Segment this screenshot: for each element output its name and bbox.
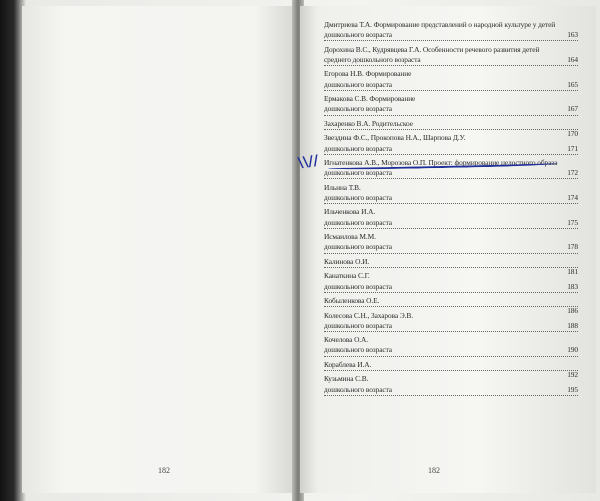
toc-entry-page-number: 167	[567, 104, 578, 114]
toc-entry-continuation	[324, 282, 578, 293]
toc-entry-title: Ильченкова И.А.	[324, 207, 376, 217]
toc-entry-page-number: 170	[567, 129, 578, 139]
toc-entry-title: Колесова С.Н., Захарова Э.В.	[324, 310, 413, 320]
toc-entry-continuation-text: дошкольного возраста	[324, 320, 392, 330]
toc-entry-continuation-text: дошкольного возраста	[324, 217, 392, 227]
toc-entry-continuation	[324, 30, 578, 41]
toc-entry-continuation	[324, 321, 578, 332]
toc-entry-title: Кораблева И.А.	[324, 359, 372, 369]
toc-entry-continuation	[324, 55, 578, 66]
toc-entry	[324, 335, 578, 356]
toc-entry-page-number: 181	[567, 267, 578, 277]
toc-entry-title: Кочелова О.А.	[324, 335, 369, 345]
toc-entry-continuation-text: дошкольного возраста	[324, 281, 392, 291]
toc-entry-page-number: 171	[567, 143, 578, 153]
toc-entry-page-number: 174	[567, 192, 578, 202]
toc-entry-continuation	[324, 385, 578, 396]
toc-entry	[324, 183, 578, 204]
toc-entry-page-number: 186	[567, 306, 578, 316]
toc-entry-continuation	[324, 168, 578, 179]
toc-entry-title: Исмаилова М.М.	[324, 232, 376, 242]
toc-entry-page-number: 164	[567, 54, 578, 64]
toc-entry-title: Калинова О.И.	[324, 256, 370, 266]
toc-entry-continuation	[324, 193, 578, 204]
toc-entry-title: Ермакова С.В. Формирование	[324, 94, 416, 104]
toc-entry-page-number: 178	[567, 242, 578, 252]
left-page-number: 182	[158, 466, 170, 475]
toc-entry-title: Кузьмина С.В.	[324, 374, 369, 384]
right-page-number: 182	[428, 466, 440, 475]
toc-entry-page-number: 163	[567, 30, 578, 40]
toc-entry-continuation-text: дошкольного возраста	[324, 30, 392, 40]
toc-entry-page-number: 195	[567, 384, 578, 394]
toc-entry	[324, 133, 578, 154]
toc-entry	[324, 271, 578, 292]
right-toc-entries	[324, 20, 578, 399]
toc-entry-continuation-text: дошкольного возраста	[324, 384, 392, 394]
toc-entry-continuation-text: дошкольного возраста	[324, 79, 392, 89]
toc-entry-continuation	[324, 144, 578, 155]
toc-entry-continuation-text: дошкольного возраста	[324, 104, 392, 114]
toc-entry	[324, 311, 578, 332]
toc-entry-continuation-text: дошкольного возраста	[324, 345, 392, 355]
toc-entry-continuation-text: дошкольного возраста	[324, 192, 392, 202]
right-page	[296, 6, 596, 493]
toc-entry-title: Канаткина С.Г.	[324, 271, 370, 281]
toc-entry-page-number: 172	[567, 168, 578, 178]
toc-entry-continuation-text: дошкольного возраста	[324, 242, 392, 252]
left-page	[22, 6, 296, 493]
toc-entry-continuation	[324, 218, 578, 229]
toc-entry	[324, 20, 578, 41]
toc-entry-page-number: 188	[567, 320, 578, 330]
toc-entry-title: Егорова Н.В. Формирование	[324, 69, 412, 79]
toc-entry	[324, 69, 578, 90]
toc-entry	[324, 94, 578, 115]
toc-entry	[324, 45, 578, 66]
toc-entry-continuation	[324, 80, 578, 91]
toc-entry-continuation-text: дошкольного возраста	[324, 168, 392, 178]
toc-entry-title: Игнатенкова А.В., Морозова О.П. Проект: формирование целостного образа	[324, 158, 558, 168]
pen-check-mark: \\//	[296, 152, 320, 172]
toc-entry-page-number: 175	[567, 217, 578, 227]
toc-entry-title: Дорохина В.С., Кудрявцева Г.А. Особенности речевого развития детей	[324, 44, 540, 54]
toc-entry-title: Кобыленкова О.Е.	[324, 296, 380, 306]
toc-entry	[324, 207, 578, 228]
toc-entry-continuation-text: дошкольного возраста	[324, 143, 392, 153]
toc-entry	[324, 232, 578, 253]
toc-entry-page-number: 192	[567, 370, 578, 380]
toc-entry	[324, 374, 578, 395]
toc-entry-continuation	[324, 104, 578, 115]
toc-entry-continuation	[324, 345, 578, 356]
toc-entry-continuation-text: среднего дошкольного возраста	[324, 54, 421, 64]
toc-entry-title: Захаренко В.А. Родительское	[324, 118, 413, 128]
toc-entry-title: Дмитриева Т.А. Формирование представлений о народной культуре у детей	[324, 20, 556, 29]
toc-entry-page-number: 165	[567, 79, 578, 89]
toc-entry-title: Звездина Ф.С., Прокопова Н.А., Шарпова Д.У.	[324, 133, 466, 143]
toc-entry-title: Ильина Т.В.	[324, 182, 361, 192]
toc-entry-continuation	[324, 242, 578, 253]
toc-entry-page-number: 183	[567, 281, 578, 291]
toc-entry-page-number: 190	[567, 345, 578, 355]
